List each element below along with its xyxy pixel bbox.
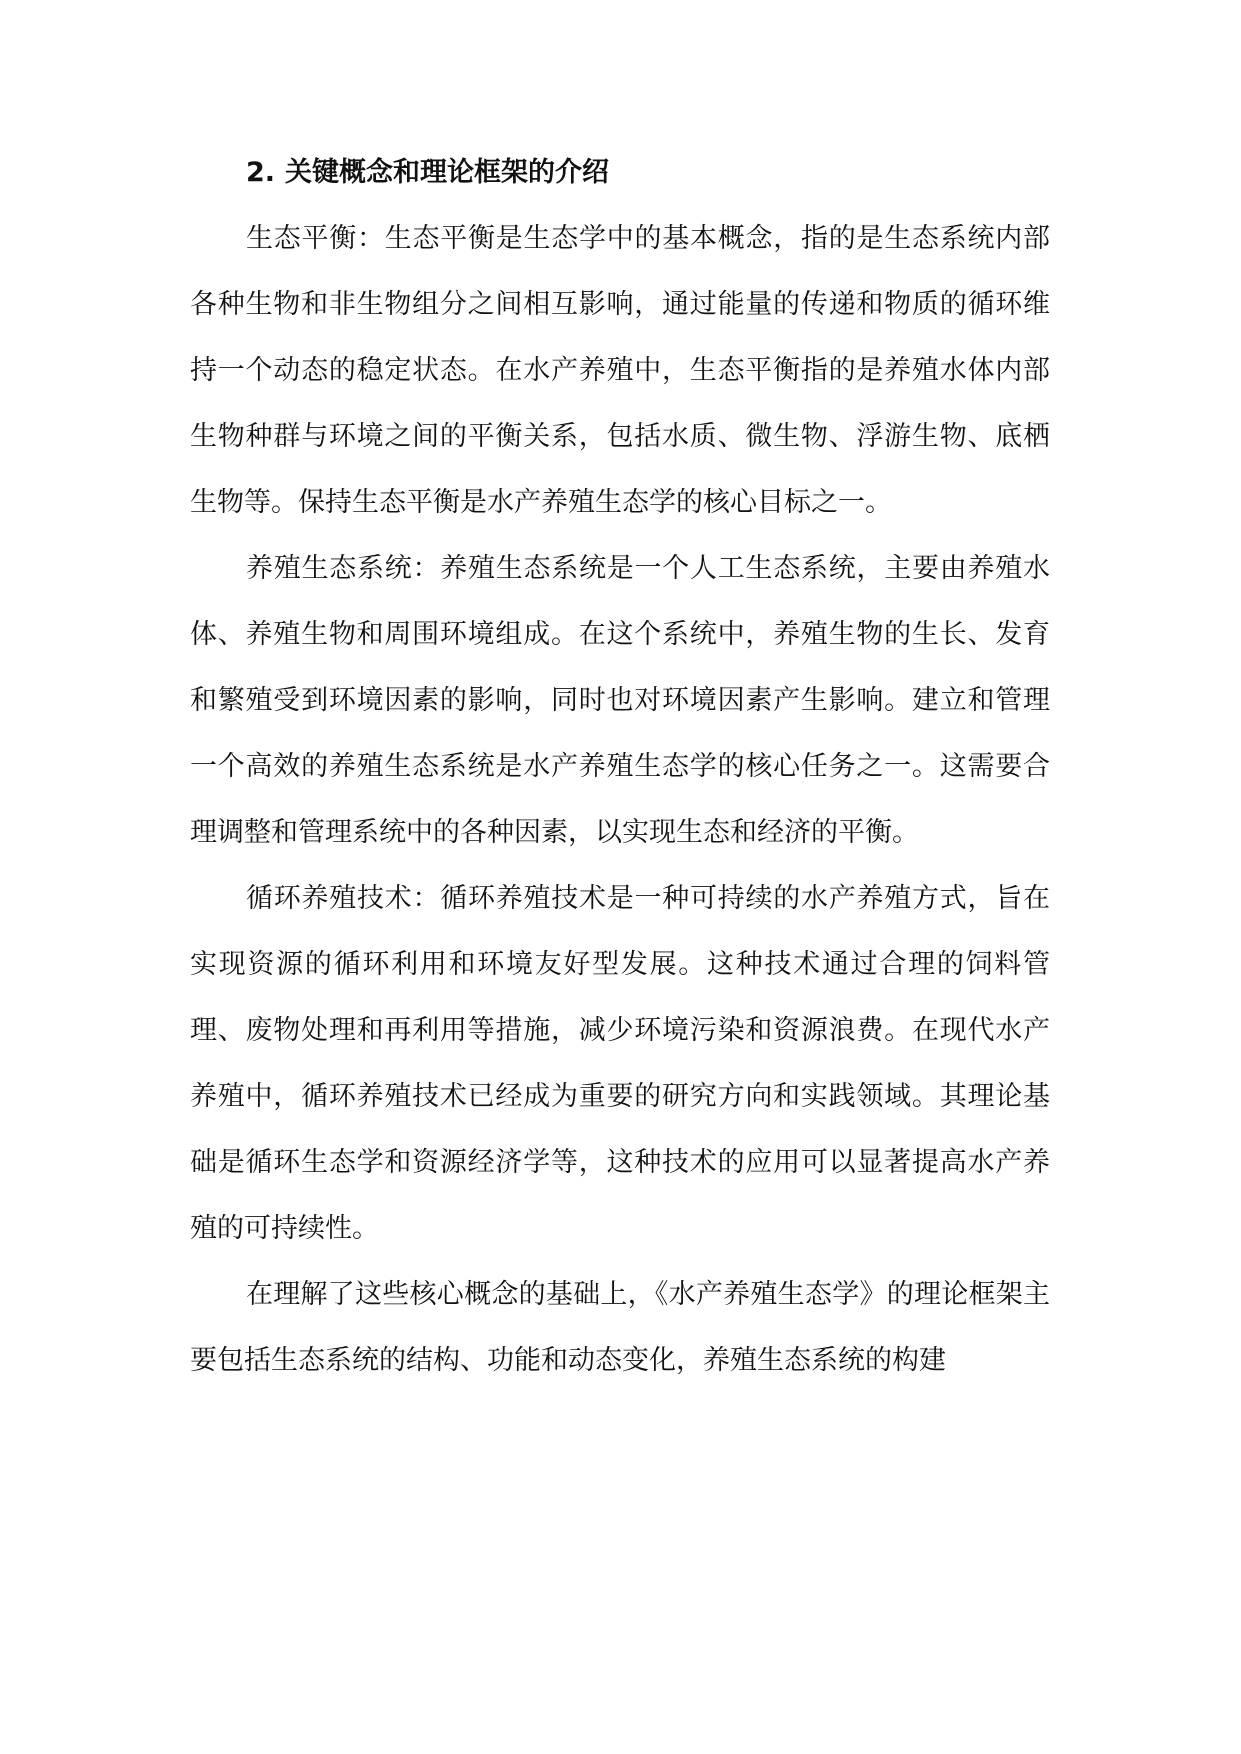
paragraph-recirculating-aquaculture: 循环养殖技术：循环养殖技术是一种可持续的水产养殖方式，旨在实现资源的循环利用和环境友好型发展。这种技术通过合理的饲料管理、废物处理和再利用等措施，减少环境污染和资源浪费。在现代水产养殖中，循环养殖技术已经成为重要的研究方向和实践领域。其理论基础是循环生态学和资源经济学等，这种技术的应用可以显著提高水产养殖的可持续性。 xyxy=(190,883,1050,1244)
paragraph-theoretical-framework: 在理解了这些核心概念的基础上，《水产养殖生态学》的理论框架主要包括生态系统的结构、功能和动态变化，养殖生态系统的构建 xyxy=(190,1279,1050,1376)
page-body xyxy=(190,140,1050,1394)
paragraph-aquaculture-ecosystem: 养殖生态系统：养殖生态系统是一个人工生态系统，主要由养殖水体、养殖生物和周围环境组成。在这个系统中，养殖生物的生长、发育和繁殖受到环境因素的影响，同时也对环境因素产生影响。建立和管理一个高效的养殖生态系统是水产养殖生态学的核心任务之一。这需要合理调整和管理系统中的各种因素，以实现生态和经济的平衡。 xyxy=(190,553,1050,848)
section-title: 关键概念和理论框架的介绍 xyxy=(285,157,610,188)
section-heading xyxy=(190,140,1050,206)
paragraph-ecological-balance: 生态平衡：生态平衡是生态学中的基本概念，指的是生态系统内部各种生物和非生物组分之间相互影响，通过能量的传递和物质的循环维持一个动态的稳定状态。在水产养殖中，生态平衡指的是养殖水体内部生物种群与环境之间的平衡关系，包括水质、微生物、浮游生物、底栖生物等。保持生态平衡是水产养殖生态学的核心目标之一。 xyxy=(190,223,1050,518)
section-number: 2. xyxy=(246,157,276,188)
